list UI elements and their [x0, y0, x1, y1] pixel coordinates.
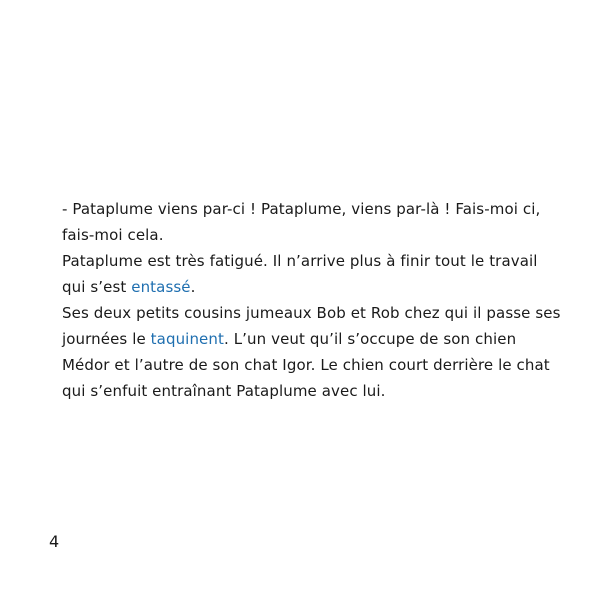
text-line — [62, 248, 562, 274]
text-segment: fais-moi cela. — [62, 226, 164, 244]
text-segment: . — [190, 278, 196, 296]
text-line — [62, 300, 562, 326]
text-segment: qui s’est — [62, 278, 132, 296]
text-line — [62, 222, 562, 248]
text-line — [62, 274, 562, 300]
text-segment: qui s’enfuit entraînant Pataplume avec lui. — [62, 382, 386, 400]
text-segment: Ses deux petits cousins jumeaux Bob et Rob chez qui il passe ses — [62, 304, 561, 322]
text-segment: - Pataplume viens par-ci ! Pataplume, viens par-là ! Fais-moi ci, — [62, 200, 541, 218]
text-line — [62, 378, 562, 404]
text-segment: Pataplume est très fatigué. Il n’arrive plus à finir tout le travail — [62, 252, 538, 270]
text-segment: . L’un veut qu’il s’occupe de son chien — [223, 330, 517, 348]
text-line — [62, 196, 562, 222]
text-segment: journées le — [62, 330, 151, 348]
story-text — [62, 196, 562, 404]
text-line — [62, 352, 562, 378]
page-number: 4 — [49, 532, 60, 551]
text-line — [62, 326, 562, 352]
text-segment: Médor et l’autre de son chat Igor. Le chien court derrière le chat — [62, 356, 550, 374]
vocabulary-word-taquinent: taquinent — [150, 330, 224, 348]
vocabulary-word-entasse: entassé — [131, 278, 191, 296]
